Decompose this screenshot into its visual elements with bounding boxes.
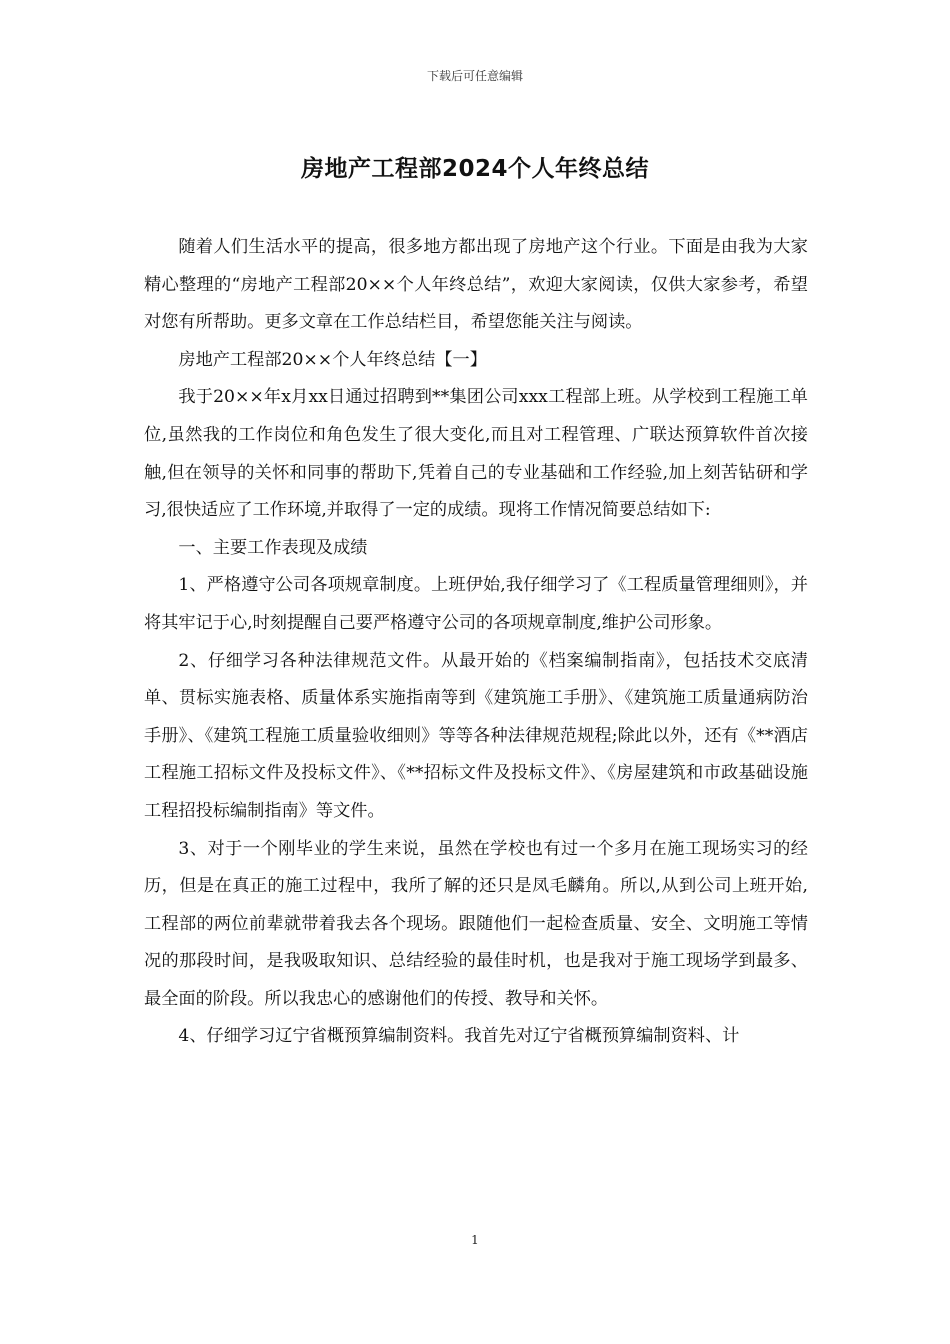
document-body xyxy=(144,229,808,1056)
document-title: 房地产工程部2024个人年终总结 xyxy=(300,156,649,182)
intro-paragraph: 随着人们生活水平的提高，很多地方都出现了房地产这个行业。下面是由我为大家精心整理的“房地产工程部20××个人年终总结”，欢迎大家阅读，仅供大家参考，希望对您有所帮助。更多文章在工作总结栏目，希望您能关注与阅读。 xyxy=(144,237,808,333)
body-paragraph: 2、仔细学习各种法律规范文件。从最开始的《档案编制指南》，包括技术交底清单、贯标实施表格、质量体系实施指南等到《建筑施工手册》、《建筑施工质量通病防治手册》、《建筑工程施工质量验收细则》等等各种法律规范规程;除此以外，还有《**酒店工程施工招标文件及投标文件》、《**招标文件及投标文件》、《房屋建筑和市政基础设施工程招投标编制指南》等文件。 xyxy=(144,650,808,821)
body-paragraph: 4、仔细学习辽宁省概预算编制资料。我首先对辽宁省概预算编制资料、计 xyxy=(178,1026,740,1047)
subsection-heading: 一、主要工作表现及成绩 xyxy=(178,537,368,558)
section-heading: 房地产工程部20××个人年终总结【一】 xyxy=(178,349,487,370)
page-number: 1 xyxy=(471,1233,479,1247)
body-paragraph: 我于20××年x月xx日通过招聘到**集团公司xxx工程部上班。从学校到工程施工单位,虽然我的工作岗位和角色发生了很大变化,而且对工程管理、广联达预算软件首次接触,但在领导的关怀和同事的帮助下,凭着自己的专业基础和工作经验,加上刻苦钻研和学习,很快适应了工作环境,并取得了一定的成绩。现将工作情况简要总结如下: xyxy=(144,387,808,521)
body-paragraph: 3、对于一个刚毕业的学生来说，虽然在学校也有过一个多月在施工现场实习的经历，但是在真正的施工过程中，我所了解的还只是凤毛麟角。所以,从到公司上班开始,工程部的两位前辈就带着我去各个现场。跟随他们一起检查质量、安全、文明施工等情况的那段时间，是我吸取知识、总结经验的最佳时机，也是我对于施工现场学到最多、最全面的阶段。所以我忠心的感谢他们的传授、教导和关怀。 xyxy=(144,838,808,1009)
header-note: 下载后可任意编辑 xyxy=(426,69,523,83)
body-paragraph: 1、严格遵守公司各项规章制度。上班伊始,我仔细学习了《工程质量管理细则》，并将其牢记于心,时刻提醒自己要严格遵守公司的各项规章制度,维护公司形象。 xyxy=(144,575,808,633)
